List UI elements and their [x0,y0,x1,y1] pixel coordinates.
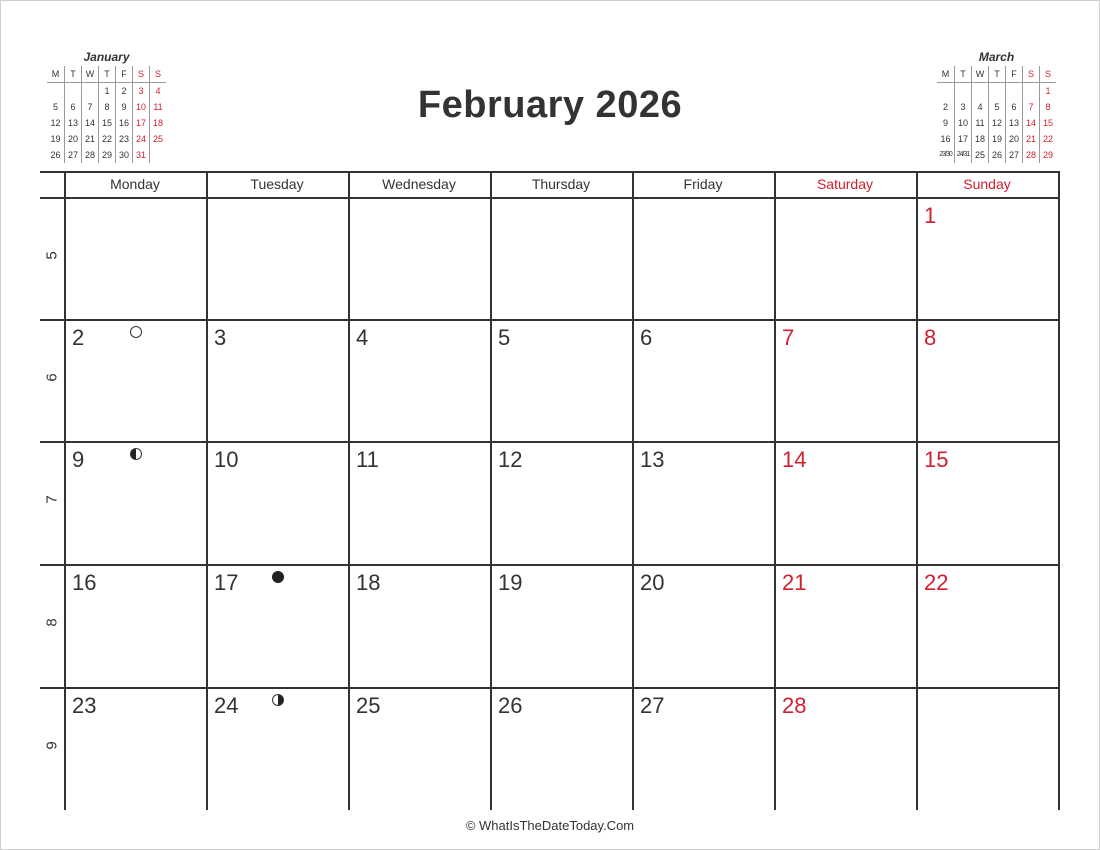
grid-column-line [64,171,66,810]
mini-calendar-weekday: F [1005,66,1022,82]
mini-calendar-week-row [937,147,1056,163]
mini-calendar-week-row [47,147,166,163]
mini-calendar-day: 23 [115,131,132,147]
week-number-label: 8 [43,618,61,627]
mini-calendar-day [149,147,166,163]
mini-calendar-day: 31 [132,147,149,163]
mini-calendar-day: 1 [98,83,115,99]
day-number: 28 [782,693,807,718]
day-number: 16 [72,570,97,595]
mini-calendar-day: 18 [971,131,988,147]
week-number-label: 9 [43,741,61,750]
page-title: February 2026 [417,84,683,126]
week-number [40,247,64,267]
mini-calendar-week-row [937,131,1056,147]
grid-row-line [40,197,1060,199]
mini-calendar-day: 7 [1022,99,1039,115]
mini-calendar-day [1005,83,1022,99]
mini-calendar-day: 10 [954,115,971,131]
mini-calendar-day: 15 [98,115,115,131]
mini-calendar-day: 8 [98,99,115,115]
grid-row-line [40,441,1060,443]
mini-calendar-day [1022,83,1039,99]
mini-calendar-day: 12 [50,118,61,128]
mini-calendar-weekday: S [1022,66,1039,82]
mini-calendar-day: 20 [64,131,81,147]
week-number-label: 5 [43,251,61,260]
day-number: 6 [640,325,653,350]
day-number: 24 [214,693,239,718]
mini-calendar-day: 29 [1039,147,1056,163]
day-number: 26 [498,693,523,718]
grid-row-line [40,319,1060,321]
day-number: 9 [72,447,85,472]
mini-calendar-day: 27 [1005,147,1022,163]
mini-calendar-day: 1 [1039,83,1056,99]
mini-calendar-day: 9 [942,118,948,128]
mini-calendar-day: 23/30 [939,151,952,158]
mini-calendar-day: 25 [971,147,988,163]
mini-calendar-day: 29 [98,147,115,163]
mini-calendar-day: 13 [64,115,81,131]
new-moon-icon [272,571,284,583]
mini-calendar-week-row [47,131,166,147]
day-number: 22 [924,570,949,595]
weekday-header-sunday: Sunday [963,176,1011,192]
day-number: 7 [782,325,795,350]
first-quarter-icon [272,694,284,706]
weekday-header-tuesday: Tuesday [250,176,304,192]
grid-column-line [916,171,918,810]
mini-calendar-day: 12 [988,115,1005,131]
mini-calendar-day: 19 [50,134,61,144]
day-number: 17 [214,570,239,595]
weekday-header-wednesday: Wednesday [382,176,456,192]
mini-calendar-weekday: S [132,66,149,82]
weekday-header-saturday: Saturday [816,176,874,192]
mini-calendar-week-row [937,115,1056,131]
mini-calendar-day: 16 [115,115,132,131]
grid-column-line [774,171,776,810]
week-number [40,491,64,511]
mini-calendar-week-row [47,99,166,115]
day-number: 3 [214,325,227,350]
mini-calendar-week-row [937,83,1056,99]
day-number: 23 [72,693,97,718]
week-number [40,614,64,634]
mini-calendar-weekday: S [149,66,166,82]
day-number: 27 [640,693,665,718]
grid-row-line [40,687,1060,689]
mini-calendar-day: 14 [1022,115,1039,131]
weekday-header-monday: Monday [110,176,160,192]
mini-calendar-day: 7 [81,99,98,115]
week-number [40,737,64,757]
mini-calendar-day: 24/31 [954,147,971,163]
mini-calendar-day: 11 [971,115,988,131]
mini-calendar-day: 4 [971,99,988,115]
mini-calendar-day: 4 [149,83,166,99]
day-number: 13 [640,447,665,472]
mini-calendar-day: 13 [1005,115,1022,131]
mini-calendar-day: 16 [940,134,951,144]
mini-calendar-weekday: M [941,69,950,79]
mini-calendar-day: 19 [988,131,1005,147]
mini-calendar-day [937,83,954,99]
day-number: 10 [214,447,239,472]
day-number: 15 [924,447,949,472]
mini-calendar-weekday: T [988,66,1005,82]
day-number: 20 [640,570,665,595]
mini-calendar-day: 22 [1039,131,1056,147]
mini-calendar-weekday: T [954,66,971,82]
mini-calendar-weekday: S [1039,66,1056,82]
mini-calendar-day: 27 [64,147,81,163]
grid-column-line [206,171,208,810]
mini-calendar-day: 17 [954,131,971,147]
day-number: 1 [924,203,937,228]
day-number: 11 [356,447,379,472]
mini-calendar-day: 9 [115,99,132,115]
mini-calendar-day [971,83,988,99]
mini-calendar-day: 17 [132,115,149,131]
mini-calendar-day: 22 [98,131,115,147]
mini-calendar-day: 26 [50,150,61,160]
mini-calendar-week-row [47,83,166,99]
mini-calendar-day [988,83,1005,99]
footer-credit: © WhatIsTheDateToday.Com [465,818,635,833]
mini-calendar-day [81,83,98,99]
mini-calendar-day: 6 [64,99,81,115]
mini-calendar-week-row [937,99,1056,115]
mini-calendar-weekday: T [98,66,115,82]
grid-column-line [632,171,634,810]
grid-row-line [40,564,1060,566]
mini-calendar-day: 28 [1022,147,1039,163]
mini-calendar-day: 21 [81,131,98,147]
grid-column-line [490,171,492,810]
day-number: 14 [782,447,807,472]
weekday-header-thursday: Thursday [531,176,591,192]
mini-calendar-prev [47,50,166,165]
mini-calendar-day: 14 [81,115,98,131]
mini-calendar-day: 8 [1039,99,1056,115]
month-grid [40,171,1060,810]
full-moon-icon [130,326,142,338]
weekday-header-friday: Friday [683,176,723,192]
mini-calendar-day: 5 [52,102,58,112]
mini-calendar-day: 3 [132,83,149,99]
day-number: 18 [356,570,381,595]
grid-column-line [1058,171,1060,810]
mini-calendar-week-row [47,115,166,131]
day-number: 4 [356,325,369,350]
mini-calendar-day [954,83,971,99]
mini-calendar-weekday: W [971,66,988,82]
mini-calendar-prev-title: January [83,50,130,64]
last-quarter-icon [130,448,142,460]
mini-calendar-next [937,50,1056,165]
week-number-label: 6 [43,373,61,382]
mini-calendar-day: 28 [81,147,98,163]
mini-calendar-day: 30 [115,147,132,163]
mini-calendar-next-title: March [978,50,1015,64]
mini-calendar-day: 24 [132,131,149,147]
day-number: 5 [498,325,511,350]
week-number [40,369,64,389]
week-number-label: 7 [43,495,61,504]
day-number: 21 [782,570,807,595]
mini-calendar-header-row [937,66,1056,83]
grid-column-line [348,171,350,810]
day-number: 2 [72,325,85,350]
mini-calendar-day [64,83,81,99]
mini-calendar-day: 2 [942,102,948,112]
mini-calendar-weekday: F [115,66,132,82]
mini-calendar-day: 6 [1005,99,1022,115]
mini-calendar-day: 26 [988,147,1005,163]
mini-calendar-day: 15 [1039,115,1056,131]
mini-calendar-day: 5 [988,99,1005,115]
mini-calendar-day: 18 [149,115,166,131]
mini-calendar-day [47,83,64,99]
mini-calendar-day: 25 [149,131,166,147]
mini-calendar-weekday: W [81,66,98,82]
mini-calendar-weekday: T [64,66,81,82]
day-number: 8 [924,325,937,350]
day-number: 12 [498,447,523,472]
day-number: 19 [498,570,523,595]
mini-calendar-day: 3 [954,99,971,115]
day-number: 25 [356,693,381,718]
mini-calendar-day: 10 [132,99,149,115]
mini-calendar-header-row [47,66,166,83]
mini-calendar-day: 2 [115,83,132,99]
mini-calendar-day: 20 [1005,131,1022,147]
mini-calendar-day: 21 [1022,131,1039,147]
mini-calendar-weekday: M [51,69,60,79]
mini-calendar-day: 11 [149,99,166,115]
